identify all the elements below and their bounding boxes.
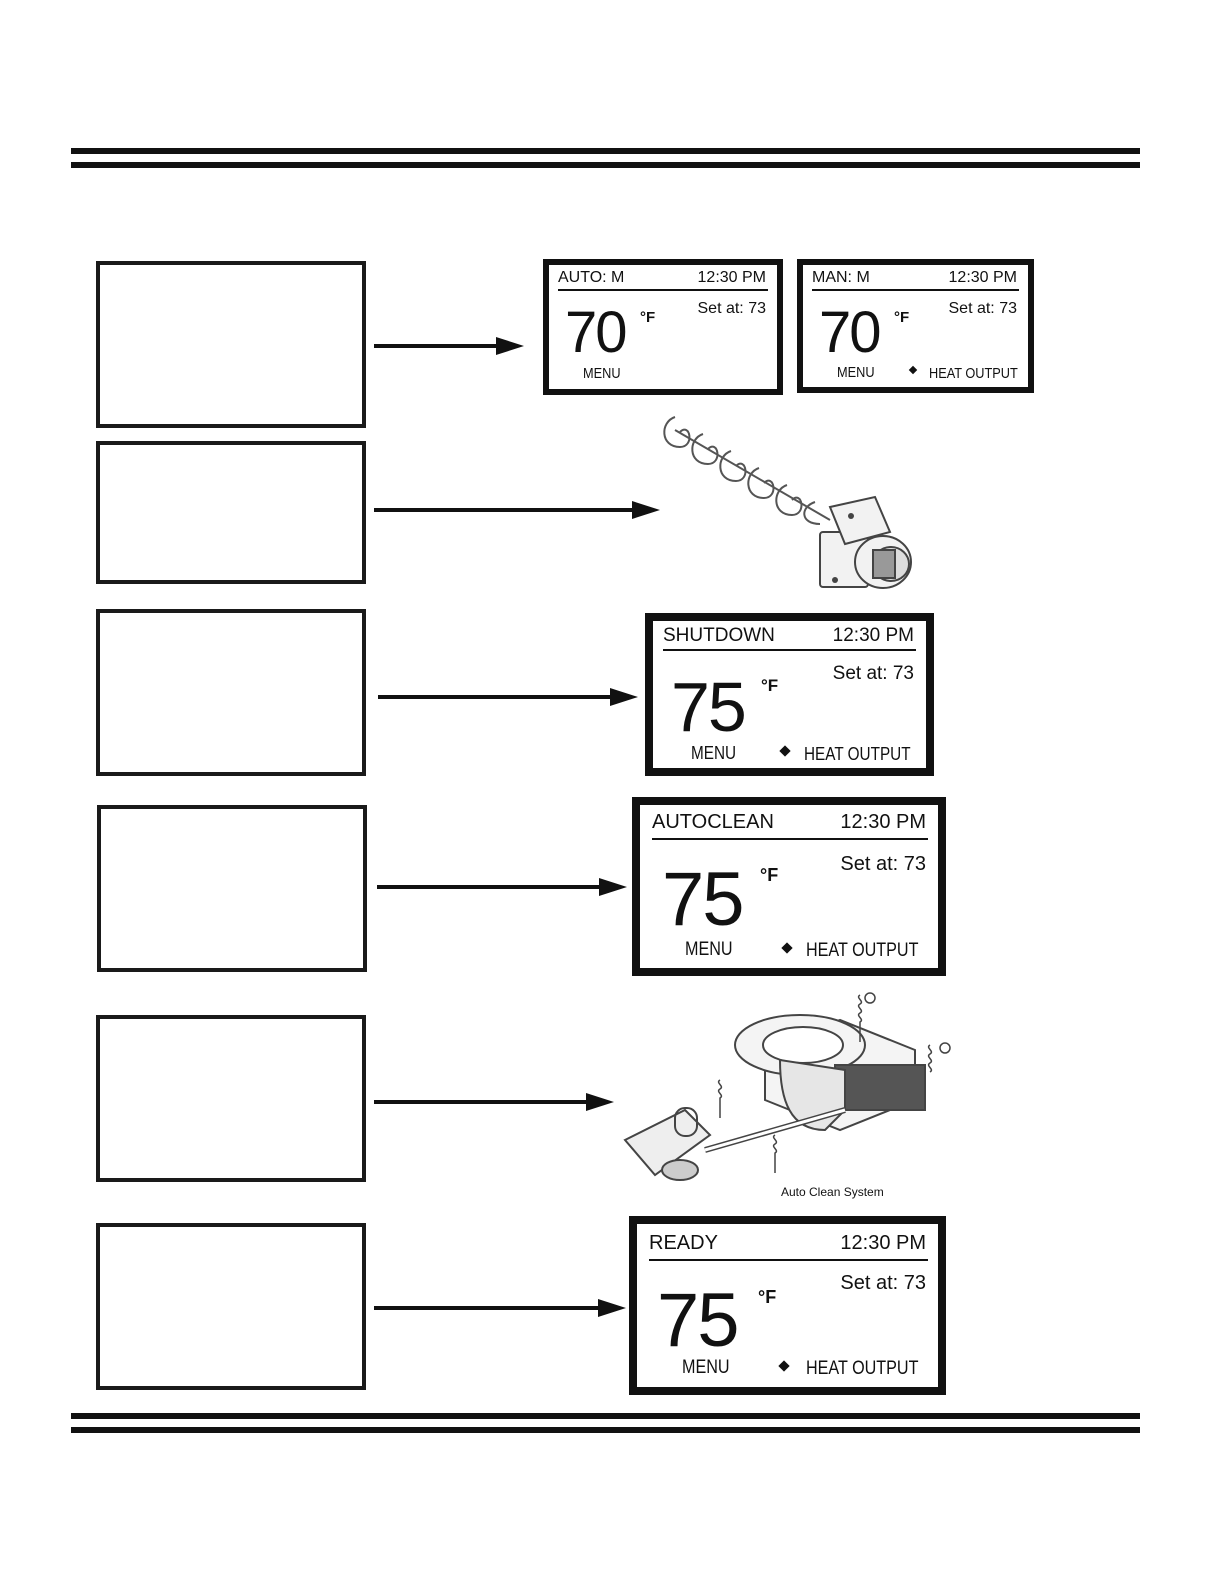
step-box-3 — [96, 609, 366, 776]
display-temperature: 75 — [657, 1278, 738, 1363]
step-box-5 — [96, 1015, 366, 1182]
display-menu-label: MENU — [691, 743, 737, 763]
display-divider — [812, 289, 1019, 291]
display-heat-output-label: HEAT OUTPUT — [929, 365, 1018, 382]
display-set-point: Set at: 73 — [948, 300, 1017, 317]
top-rule-lower — [71, 162, 1140, 168]
diamond-icon — [779, 745, 790, 756]
display-temperature: 70 — [819, 300, 880, 365]
arrow-4 — [375, 873, 629, 901]
display-unit: °F — [760, 865, 779, 885]
display-divider — [649, 1259, 928, 1261]
arrow-1 — [372, 333, 527, 361]
display-time: 12:30 PM — [840, 1232, 926, 1254]
diamond-icon — [781, 942, 792, 953]
auto-clean-system-illustration — [615, 990, 965, 1195]
diamond-icon — [778, 1360, 789, 1371]
display-temperature: 75 — [671, 668, 745, 746]
display-autoclean — [632, 797, 946, 976]
display-unit: °F — [758, 1287, 777, 1307]
bottom-rule-upper — [71, 1413, 1140, 1419]
display-set-point: Set at: 73 — [840, 853, 926, 875]
auger-motor-illustration — [655, 412, 940, 597]
display-shutdown — [645, 613, 934, 776]
step-box-6 — [96, 1223, 366, 1390]
display-set-point: Set at: 73 — [840, 1272, 926, 1294]
display-heat-output-label: HEAT OUTPUT — [806, 940, 919, 961]
display-mode: AUTOCLEAN — [652, 811, 774, 833]
display-temperature: 70 — [565, 300, 626, 365]
display-mode: SHUTDOWN — [663, 625, 775, 646]
display-menu-label: MENU — [682, 1357, 730, 1378]
display-auto — [543, 259, 783, 395]
display-unit: °F — [894, 309, 910, 326]
step-box-1 — [96, 261, 366, 428]
step-box-2 — [96, 441, 366, 584]
display-set-point: Set at: 73 — [832, 663, 914, 684]
bottom-rule-lower — [71, 1427, 1140, 1433]
display-heat-output-label: HEAT OUTPUT — [806, 1358, 919, 1379]
display-set-point: Set at: 73 — [697, 300, 766, 317]
display-mode: READY — [649, 1232, 718, 1254]
display-time: 12:30 PM — [948, 269, 1017, 286]
display-divider — [652, 838, 928, 840]
display-menu-label: MENU — [583, 365, 621, 382]
diamond-icon — [909, 366, 917, 374]
display-mode: AUTO: M — [558, 269, 625, 286]
step-box-4 — [97, 805, 367, 972]
display-menu-label: MENU — [685, 939, 733, 960]
display-temperature: 75 — [662, 857, 743, 942]
display-ready — [629, 1216, 946, 1395]
display-divider — [663, 649, 916, 651]
top-rule-upper — [71, 148, 1140, 154]
display-time: 12:30 PM — [697, 269, 766, 286]
display-heat-output-label: HEAT OUTPUT — [804, 744, 911, 764]
display-time: 12:30 PM — [840, 811, 926, 833]
arrow-6 — [372, 1294, 628, 1322]
display-menu-label: MENU — [837, 364, 875, 381]
auto-clean-caption: Auto Clean System — [781, 1185, 884, 1199]
display-unit: °F — [640, 309, 656, 326]
display-divider — [558, 289, 768, 291]
display-unit: °F — [761, 676, 779, 695]
arrow-3 — [376, 683, 640, 711]
display-time: 12:30 PM — [832, 625, 914, 646]
display-manual — [797, 259, 1034, 393]
arrow-2 — [372, 496, 662, 524]
display-mode: MAN: M — [812, 269, 870, 286]
arrow-5 — [372, 1088, 616, 1116]
